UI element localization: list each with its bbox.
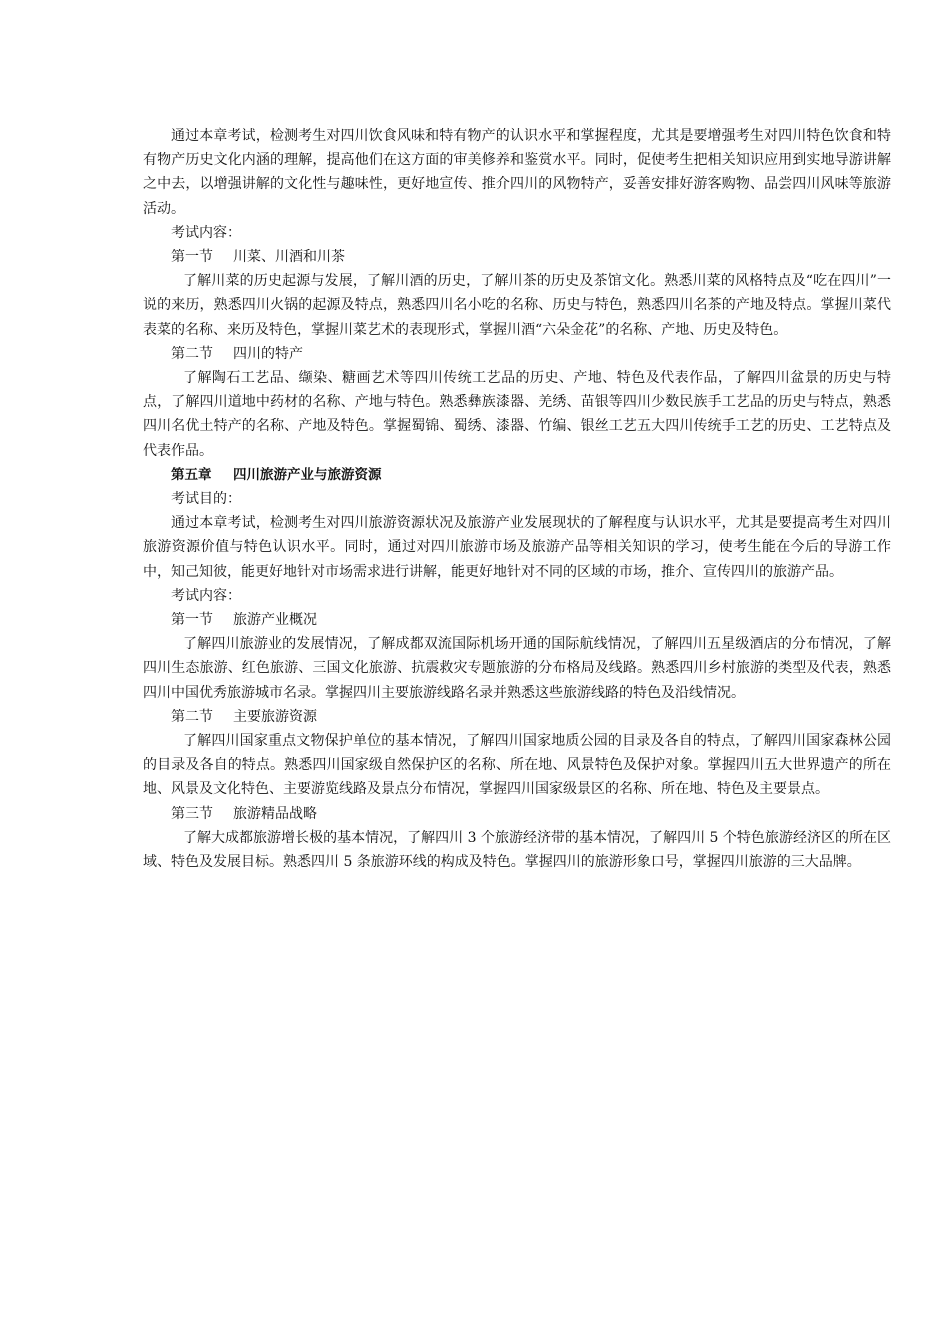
section-title: 旅游精品战略 — [233, 805, 317, 822]
section-paragraph: 了解四川国家重点文物保护单位的基本情况，了解四川国家地质公园的目录及各自的特点，了解四川国家森林公园的目录及各自的特点。熟悉四川国家级自然保护区的名称、所在地、风景特色及保护对象。掌握四川五大世界遗产的所在地、风景及文化特色、主要游览线路及景点分布情况，掌握四川国家级景区的名称、所在地、特色及主要景点。 — [143, 733, 891, 798]
section-number: 第一节 — [171, 612, 213, 629]
section-paragraph: 了解四川旅游业的发展情况，了解成都双流国际机场开通的国际航线情况，了解四川五星级酒店的分布情况，了解四川生态旅游、红色旅游、三国文化旅游、抗震救灾专题旅游的分布格局及线路。熟悉四川乡村旅游的类型及代表，熟悉四川中国优秀旅游城市名录。掌握四川主要旅游线路名录并熟悉这些旅游线路的特色及沿线情况。 — [143, 636, 891, 701]
section-number: 第二节 — [171, 708, 213, 725]
section-number: 第一节 — [171, 249, 213, 266]
section-title: 主要旅游资源 — [233, 708, 317, 725]
intro-paragraph: 通过本章考试，检测考生对四川饮食风味和特有物产的认识水平和掌握程度，尤其是要增强考生对四川特色饮食和特有物产历史文化内涵的理解，提高他们在这方面的审美修养和鉴赏水平。同时，促使考生把相关知识应用到实地导游讲解之中去，以增强讲解的文化性与趣味性，更好地宣传、推介四川的风物特产，妥善安排好游客购物、品尝四川风味等旅游活动。 — [143, 128, 891, 217]
section-title: 川菜、川酒和川茶 — [233, 249, 345, 266]
chapter-heading — [143, 463, 891, 487]
section-title: 旅游产业概况 — [233, 612, 317, 629]
content-label: 考试内容： — [171, 224, 241, 241]
section-title: 四川的特产 — [233, 345, 303, 362]
section-number: 第三节 — [171, 805, 213, 822]
chapter-number: 第五章 — [171, 466, 212, 483]
section-number: 第二节 — [171, 345, 213, 362]
chapter-title: 四川旅游产业与旅游资源 — [233, 466, 382, 483]
content-label: 考试内容： — [171, 587, 241, 604]
section-heading — [143, 245, 891, 269]
goal-label: 考试目的： — [171, 491, 241, 508]
section-heading — [143, 342, 891, 366]
goal-paragraph: 通过本章考试，检测考生对四川旅游资源状况及旅游产业发展现状的了解程度与认识水平，尤其是要提高考生对四川旅游资源价值与特色认识水平。同时，通过对四川旅游市场及旅游产品等相关知识的学习，使考生能在今后的导游工作中，知己知彼，能更好地针对市场需求进行讲解，能更好地针对不同的区域的市场，推介、宣传四川的旅游产品。 — [143, 515, 891, 580]
section-heading — [143, 802, 891, 826]
section-heading — [143, 705, 891, 729]
section-heading — [143, 608, 891, 632]
section-paragraph: 了解陶石工艺品、缬染、糖画艺术等四川传统工艺品的历史、产地、特色及代表作品，了解四川盆景的历史与特点，了解四川道地中药材的名称、产地与特色。熟悉彝族漆器、羌绣、苗银等四川少数民族手工艺品的历史与特点，熟悉四川名优土特产的名称、产地及特色。掌握蜀锦、蜀绣、漆器、竹编、银丝工艺五大四川传统手工艺的历史、工艺特点及代表作品。 — [143, 370, 891, 459]
document-page — [143, 124, 891, 874]
section-paragraph: 了解川菜的历史起源与发展，了解川酒的历史，了解川茶的历史及茶馆文化。熟悉川菜的风格特点及“吃在四川”一说的来历，熟悉四川火锅的起源及特点，熟悉四川名小吃的名称、历史与特色，熟悉四川名茶的产地及特点。掌握川菜代表菜的名称、来历及特色，掌握川菜艺术的表现形式，掌握川酒“六朵金花”的名称、产地、历史及特色。 — [143, 273, 891, 338]
section-paragraph: 了解大成都旅游增长极的基本情况，了解四川 3 个旅游经济带的基本情况，了解四川 5 个特色旅游经济区的所在区域、特色及发展目标。熟悉四川 5 条旅游环线的构成及特色。掌握四川的旅游形象口号，掌握四川旅游的三大品牌。 — [143, 829, 891, 871]
